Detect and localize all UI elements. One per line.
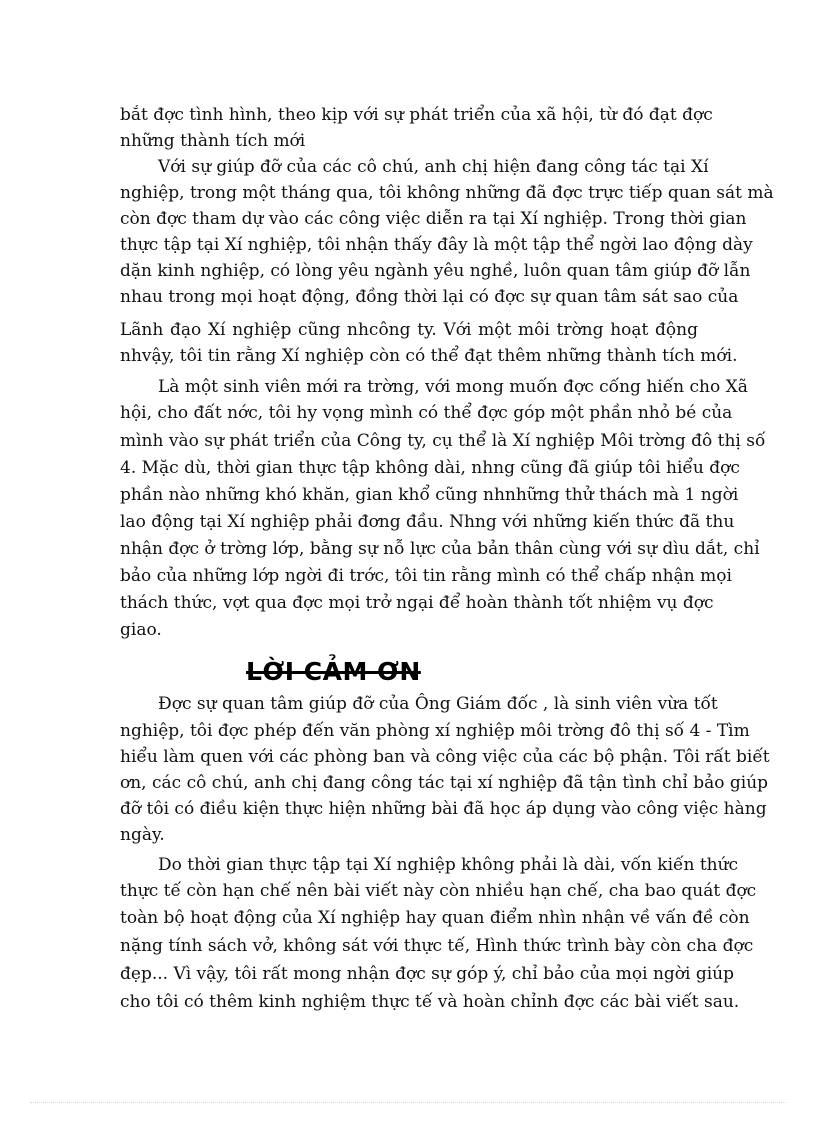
paragraph-2-line-2: nghiệp, trong một tháng qua, tôi không những đã đợc trực tiếp quan sát mà bbox=[120, 183, 774, 203]
paragraph-4-line-3: hiểu làm quen với các phòng ban và công việc của các bộ phận. Tôi rất biết bbox=[120, 747, 770, 767]
page-footer-divider bbox=[30, 1102, 786, 1103]
paragraph-2-line-4: thực tập tại Xí nghiệp, tôi nhận thấy đây là một tập thể ngời lao động dày bbox=[120, 235, 753, 255]
paragraph-3-line-2: hội, cho đất nớc, tôi hy vọng mình có thể đợc góp một phần nhỏ bé của bbox=[120, 403, 733, 423]
paragraph-4-line-2: nghiệp, tôi đợc phép đến văn phòng xí nghiệp môi trờng đô thị số 4 - Tìm bbox=[120, 721, 750, 741]
paragraph-4-line-6: ngày. bbox=[120, 825, 165, 845]
section-heading: LỜI CẢM ƠN bbox=[246, 657, 421, 686]
paragraph-5-line-6: cho tôi có thêm kinh nghiệm thực tế và hoàn chỉnh đợc các bài viết sau. bbox=[120, 992, 740, 1012]
paragraph-3-line-5: phần nào những khó khăn, gian khổ cũng nhnhững thử thách mà 1 ngời bbox=[120, 485, 739, 505]
paragraph-5-line-1: Do thời gian thực tập tại Xí nghiệp không phải là dài, vốn kiến thức bbox=[158, 855, 739, 875]
paragraph-4-line-4: ơn, các cô chú, anh chị đang công tác tại xí nghiệp đã tận tình chỉ bảo giúp bbox=[120, 773, 769, 793]
paragraph-3-line-9: thách thức, vợt qua đợc mọi trở ngại để hoàn thành tốt nhiệm vụ đợc bbox=[120, 593, 714, 613]
paragraph-2-line-3: còn đợc tham dự vào các công việc diễn ra tại Xí nghiệp. Trong thời gian bbox=[120, 209, 747, 229]
paragraph-1-line-2: những thành tích mới bbox=[120, 131, 306, 151]
paragraph-5-line-4: nặng tính sách vở, không sát với thực tế, Hình thức trình bày còn cha đợc bbox=[120, 936, 754, 956]
paragraph-3-line-8: bảo của những lớp ngời đi trớc, tôi tin rằng mình có thể chấp nhận mọi bbox=[120, 566, 732, 586]
paragraph-3-line-1: Là một sinh viên mới ra trờng, với mong muốn đợc cống hiến cho Xã bbox=[158, 377, 748, 397]
paragraph-3-line-7: nhận đợc ở trờng lớp, bằng sự nỗ lực của bản thân cùng với sự dìu dắt, chỉ bbox=[120, 539, 760, 559]
paragraph-4-line-1: Đợc sự quan tâm giúp đỡ của Ông Giám đốc , là sinh viên vừa tốt bbox=[158, 694, 718, 714]
paragraph-2-line-6: nhau trong mọi hoạt động, đồng thời lại có đợc sự quan tâm sát sao của bbox=[120, 287, 739, 307]
paragraph-2-line-8: nhvậy, tôi tin rằng Xí nghiệp còn có thể đạt thêm những thành tích mới. bbox=[120, 346, 738, 366]
paragraph-1-line-1: bắt đợc tình hình, theo kịp với sự phát triển của xã hội, từ đó đạt đợc bbox=[120, 105, 713, 125]
paragraph-3-line-4: 4. Mặc dù, thời gian thực tập không dài, nhng cũng đã giúp tôi hiểu đợc bbox=[120, 458, 740, 478]
paragraph-3-line-6: lao động tại Xí nghiệp phải đơng đầu. Nhng với những kiến thức đã thu bbox=[120, 512, 735, 532]
paragraph-4-line-5: đỡ tôi có điều kiện thực hiện những bài đã học áp dụng vào công việc hàng bbox=[120, 799, 767, 819]
paragraph-5-line-5: đẹp... Vì vậy, tôi rất mong nhận đợc sự góp ý, chỉ bảo của mọi ngời giúp bbox=[120, 964, 735, 984]
paragraph-3-line-3: mình vào sự phát triển của Công ty, cụ thể là Xí nghiệp Môi trờng đô thị số bbox=[120, 431, 766, 451]
paragraph-2-line-7: Lãnh đạo Xí nghiệp cũng nhcông ty. Với một môi trờng hoạt động bbox=[120, 320, 698, 340]
paragraph-2-line-5: dặn kinh nghiệp, có lòng yêu ngành yêu nghề, luôn quan tâm giúp đỡ lẫn bbox=[120, 261, 751, 281]
paragraph-3-line-10: giao. bbox=[120, 620, 162, 640]
paragraph-5-line-3: toàn bộ hoạt động của Xí nghiệp hay quan điểm nhìn nhận về vấn đề còn bbox=[120, 908, 750, 928]
paragraph-2-line-1: Với sự giúp đỡ của các cô chú, anh chị hiện đang công tác tại Xí bbox=[158, 157, 709, 177]
paragraph-5-line-2: thực tế còn hạn chế nên bài viết này còn nhiều hạn chế, cha bao quát đợc bbox=[120, 881, 757, 901]
